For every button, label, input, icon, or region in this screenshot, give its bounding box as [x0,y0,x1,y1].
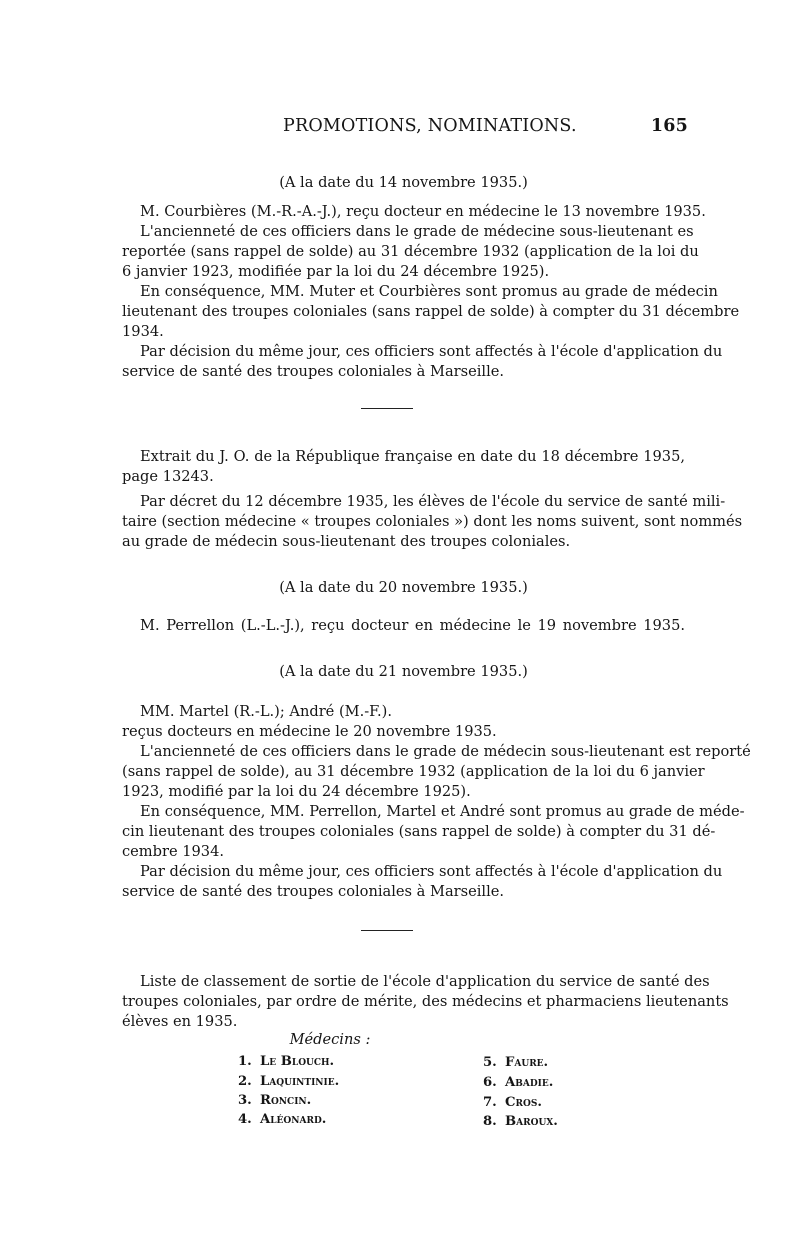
paragraph-line: MM. Martel (R.-L.); André (M.-F.). [140,703,392,720]
date-heading: (A la date du 21 novembre 1935.) [279,663,528,680]
officer-name: Baroux. [505,1114,558,1129]
section-divider [361,408,413,409]
section-divider [361,930,413,931]
paragraph-line: au grade de médecin sous-lieutenant des troupes coloniales. [122,533,571,550]
rank-number: 3. [238,1093,252,1108]
rank-number: 8. [483,1114,497,1129]
list-item [238,1092,311,1109]
officer-name: Abadie. [505,1075,554,1090]
list-item [483,1074,553,1091]
paragraph-line: Par décret du 12 décembre 1935, les élèves de l'école du service de santé mili- [140,493,726,510]
date-heading: (A la date du 14 novembre 1935.) [279,174,528,191]
paragraph-line: L'ancienneté de ces officiers dans le grade de médecine sous-lieutenant es [140,223,694,240]
page-header [283,116,688,146]
paragraph-line: Par décision du même jour, ces officiers sont affectés à l'école d'application du [140,343,723,360]
paragraph-line: En conséquence, MM. Muter et Courbières sont promus au grade de médecin [140,283,718,300]
paragraph-line: L'ancienneté de ces officiers dans le grade de médecin sous-lieutenant est reporté [140,743,751,760]
list-item [238,1111,326,1128]
paragraph-line: En conséquence, MM. Perrellon, Martel et André sont promus au grade de méde- [140,803,745,820]
paragraph-line: M. Courbières (M.-R.-A.-J.), reçu docteur en médecine le 13 novembre 1935. [140,203,706,220]
paragraph-line: Extrait du J. O. de la République française en date du 18 décembre 1935, [140,448,685,465]
officer-name: Faure. [505,1055,549,1070]
paragraph-line: M. Perrellon (L.-L.-J.), reçu docteur en médecine le 19 novembre 1935. [140,617,685,634]
paragraph-line: cembre 1934. [122,843,225,860]
running-title: PROMOTIONS, NOMINATIONS. [283,116,577,136]
list-item [483,1054,548,1071]
page-number: 165 [650,116,688,136]
officer-name: Laquintinie. [260,1074,340,1089]
paragraph-line: page 13243. [122,468,214,485]
paragraph-line: élèves en 1935. [122,1013,238,1030]
rank-number: 4. [238,1112,252,1127]
paragraph-line: (sans rappel de solde), au 31 décembre 1932 (application de la loi du 6 janvier [122,763,705,780]
paragraph-line: service de santé des troupes coloniales à Marseille. [122,363,505,380]
date-heading: (A la date du 20 novembre 1935.) [279,579,528,596]
paragraph-line: lieutenant des troupes coloniales (sans rappel de solde) à compter du 31 décembre [122,303,740,320]
paragraph-line: Par décision du même jour, ces officiers sont affectés à l'école d'application du [140,863,723,880]
list-item [483,1113,558,1130]
list-item [483,1094,542,1111]
officer-name: Cros. [505,1095,542,1110]
paragraph-line: cin lieutenant des troupes coloniales (sans rappel de solde) à compter du 31 dé- [122,823,716,840]
list-subheading: Médecins : [289,1031,371,1048]
paragraph-line: 6 janvier 1923, modifiée par la loi du 24 décembre 1925). [122,263,550,280]
officer-name: Le Blouch. [260,1054,335,1069]
paragraph-line: reportée (sans rappel de solde) au 31 décembre 1932 (application de la loi du [122,243,699,260]
paragraph-line: taire (section médecine « troupes coloniales ») dont les noms suivent, sont nommés [122,513,743,530]
paragraph-line: service de santé des troupes coloniales à Marseille. [122,883,505,900]
officer-name: Aléonard. [260,1112,327,1127]
paragraph-line: reçus docteurs en médecine le 20 novembre 1935. [122,723,497,740]
paragraph-line: 1934. [122,323,164,340]
officer-name: Roncin. [260,1093,312,1108]
rank-number: 2. [238,1074,252,1089]
paragraph-line: troupes coloniales, par ordre de mérite, des médecins et pharmaciens lieutenants [122,993,729,1010]
paragraph-line: 1923, modifié par la loi du 24 décembre 1925). [122,783,471,800]
rank-number: 1. [238,1054,252,1069]
rank-number: 6. [483,1075,497,1090]
paragraph-line: Liste de classement de sortie de l'école d'application du service de santé des [140,973,710,990]
rank-number: 5. [483,1055,497,1070]
list-item [238,1073,339,1090]
list-item [238,1053,334,1070]
rank-number: 7. [483,1095,497,1110]
